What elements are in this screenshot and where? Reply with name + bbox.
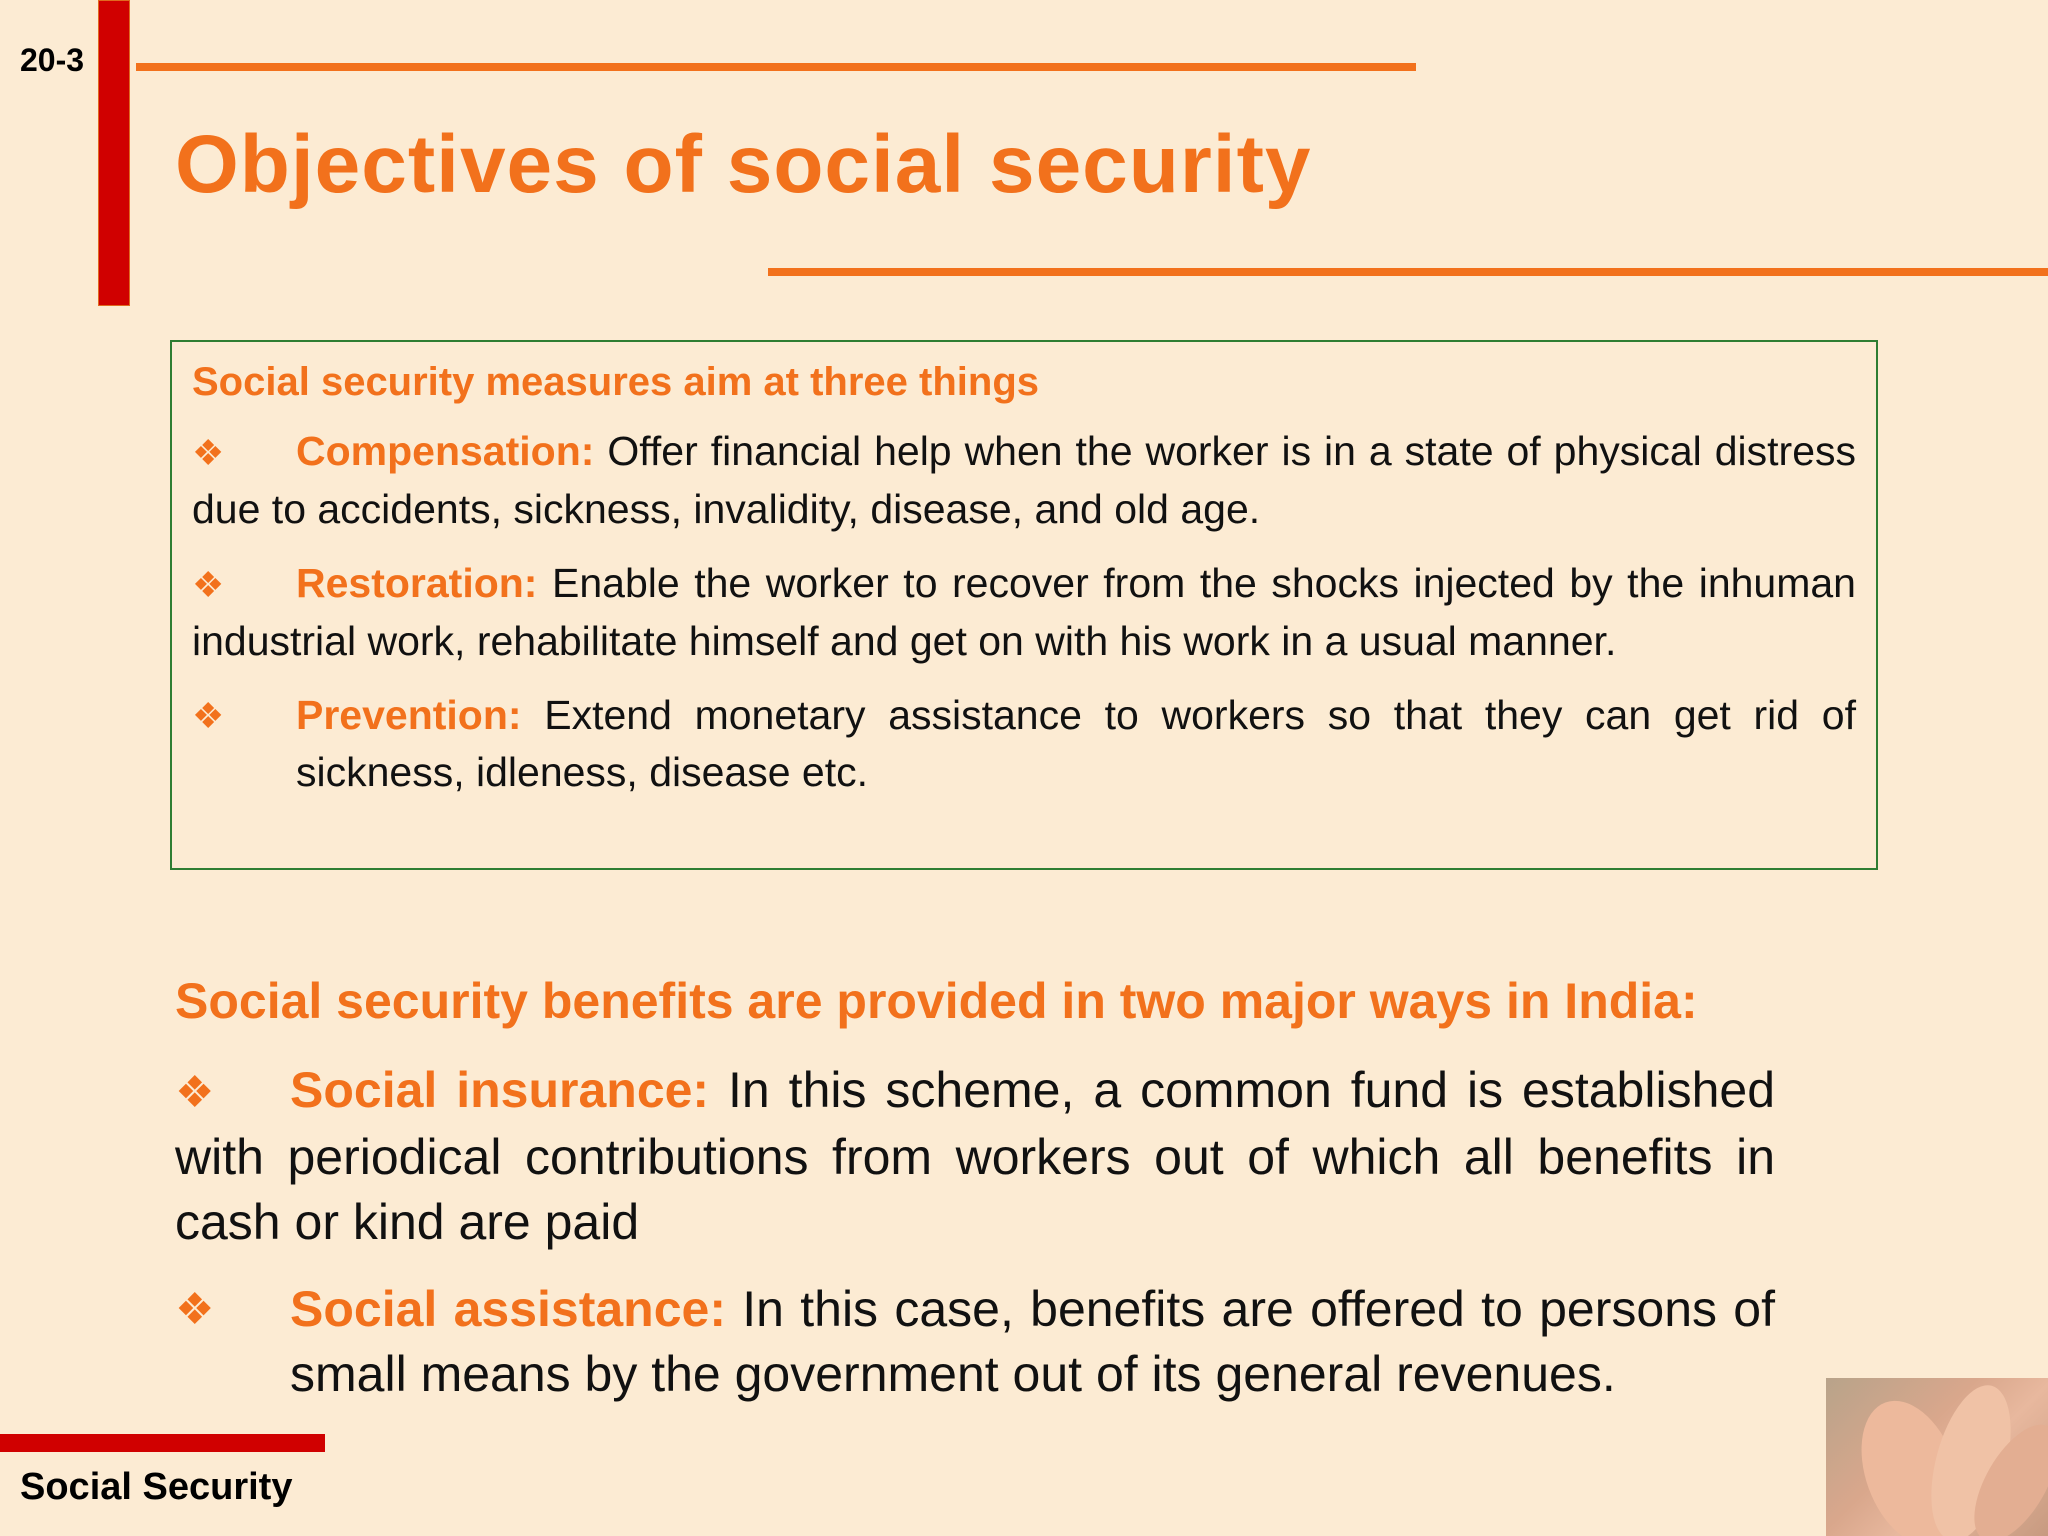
diamond-bullet-icon: ❖: [192, 695, 225, 736]
diamond-bullet-icon: ❖: [175, 1285, 215, 1334]
objective-item-restoration: [192, 555, 1856, 670]
objective-term: Prevention:: [296, 692, 522, 738]
diamond-bullet-icon: ❖: [192, 432, 225, 473]
objectives-box: [170, 340, 1878, 870]
way-term: Social insurance:: [290, 1062, 710, 1118]
ways-heading: Social security benefits are provided in two major ways in India:: [175, 973, 1698, 1029]
objectives-heading: Social security measures aim at three things: [192, 360, 1040, 404]
objective-text: Offer financial help when the worker is in a state of physical distress due to accidents, sickness, invalidity, disease, and old age.: [192, 428, 1856, 532]
slide-title: Objectives of social security: [175, 119, 1312, 210]
ways-list: [175, 1058, 1775, 1429]
way-text: In this case, benefits are offered to persons of small means by the government out of its general revenues.: [290, 1281, 1775, 1402]
objective-item-compensation: [192, 423, 1856, 538]
left-accent-bar: [98, 0, 130, 306]
slide-number: 20-3: [20, 42, 85, 78]
top-rule: [136, 63, 1416, 71]
hands-photo: [1826, 1378, 2048, 1536]
way-item-social-insurance: [175, 1058, 1775, 1255]
diamond-bullet-icon: ❖: [192, 564, 225, 605]
way-text: In this scheme, a common fund is established with periodical contributions from workers out of which all benefits in cash or kind are paid: [175, 1062, 1775, 1250]
way-term: Social assistance:: [290, 1281, 726, 1337]
footer-title: Social Security: [20, 1466, 293, 1508]
objective-text: Enable the worker to recover from the shocks injected by the inhuman industrial work, rehabilitate himself and get on with his work in a usual manner.: [192, 560, 1856, 664]
title-underline-rule: [768, 268, 2048, 276]
diamond-bullet-icon: ❖: [175, 1068, 215, 1117]
objective-item-prevention: [192, 687, 1856, 801]
objective-term: Restoration:: [296, 560, 538, 606]
way-item-social-assistance: [175, 1277, 1775, 1407]
footer-bar: [0, 1434, 325, 1452]
objective-term: Compensation:: [296, 428, 595, 474]
objective-text: Extend monetary assistance to workers so that they can get rid of sickness, idleness, disease etc.: [296, 692, 1856, 795]
